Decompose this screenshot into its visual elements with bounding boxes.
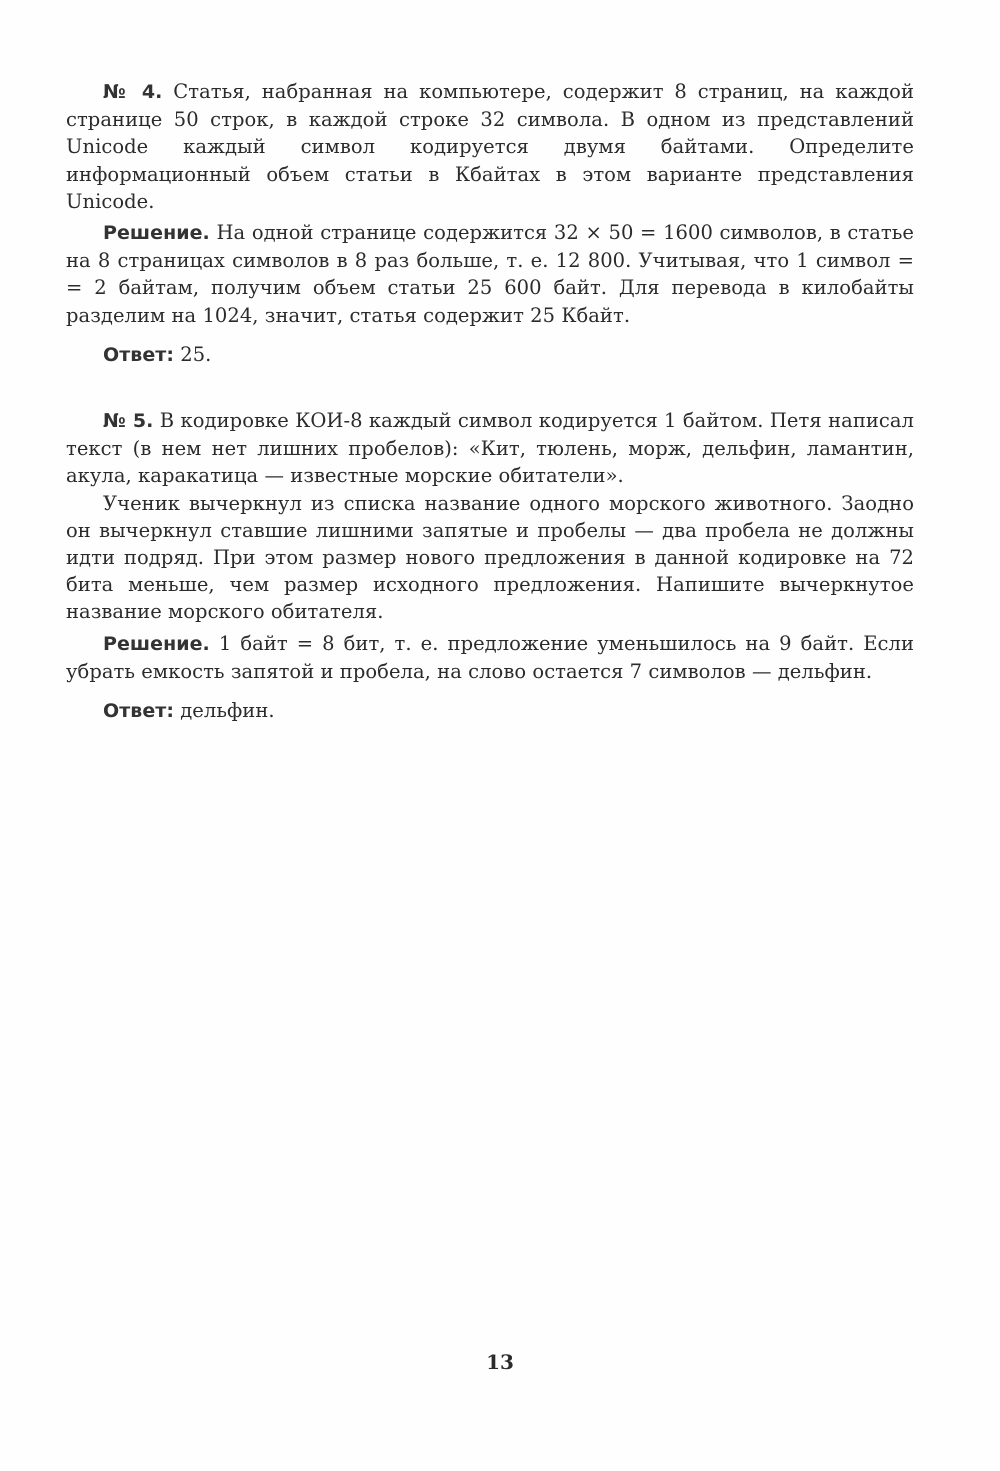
task-5-condition-text: В кодировке КОИ-8 каждый символ кодируется 1 байтом. Петя написал текст (в нем нет лишних пробелов): «Кит, тюлень, морж, дельфин, ламантин, акула, каракатица — известные морские обитатели».	[66, 409, 914, 488]
task-4-answer-text: 25.	[180, 342, 212, 366]
task-4-condition-text: Статья, набранная на компьютере, содержит 8 страниц, на каждой странице 50 строк, в каждой строке 32 символа. В одном из представлений Unicode каждый символ кодируется двумя байтами. Определите информационный объем статьи в Кбайтах в этом варианте представления Unicode.	[66, 80, 914, 213]
task-5-solution-label: Решение.	[103, 632, 210, 655]
task-5-number: № 5.	[103, 410, 154, 433]
task-5-answer-text: дельфин.	[180, 699, 275, 723]
task-4-solution-label: Решение.	[103, 222, 210, 245]
task-5-solution	[66, 630, 914, 685]
page-content	[66, 78, 914, 725]
page-number: 13	[486, 1350, 514, 1374]
task-5-solution-text: 1 байт = 8 бит, т. е. предложение уменьшилось на 9 байт. Если убрать емкость запятой и пробела, на слово остается 7 символов — дельфин.	[66, 631, 914, 683]
task-5-condition-continued: Ученик вычеркнул из списка название одного морского животного. Заодно он вычеркнул ставшие лишними запятые и пробелы — два пробела не должны идти подряд. При этом размер нового предложения в данной кодировке на 72 бита меньше, чем размер исходного предложения. Напишите вычеркнутое название морского обитателя.	[66, 491, 914, 624]
task-5-answer-label: Ответ:	[103, 700, 174, 723]
task-4-answer	[66, 341, 914, 369]
task-5-condition	[66, 407, 914, 490]
task-5-answer	[66, 697, 914, 725]
task-4-answer-label: Ответ:	[103, 343, 174, 366]
task-4-number: № 4.	[103, 81, 163, 103]
task-4-condition	[66, 78, 914, 215]
task-4-solution	[66, 219, 914, 329]
task-4-solution-text: На одной странице содержится 32 × 50 = 1600 символов, в статье на 8 страницах символов в 8 раз больше, т. е. 12 800. Учитывая, что 1 символ = = 2 байтам, получим объем статьи 25 600 байт. Для перевода в килобайты разделим на 1024, значит, статья содержит 25 Кбайт.	[66, 221, 914, 327]
